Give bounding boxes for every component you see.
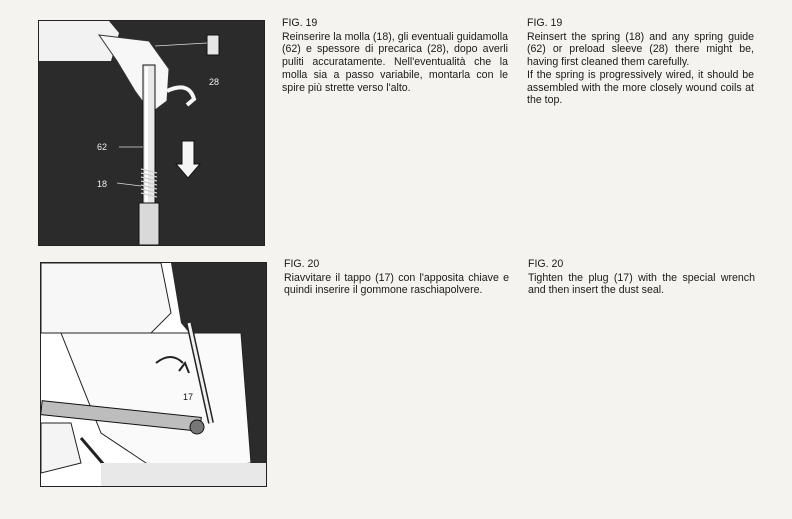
fig20-it-body: Riavvitare il tappo (17) con l'apposita chiave e quindi inserire il gommone raschiapolvere. — [284, 271, 509, 297]
fig19-drawing — [39, 21, 264, 245]
callout-62: 62 — [97, 142, 108, 152]
fig20-illustration — [40, 262, 267, 487]
fig20-english-text — [528, 258, 755, 297]
callout-18: 18 — [97, 179, 108, 189]
fig19-en-paragraph-1: Reinsert the spring (18) and any spring guide (62) or preload sleeve (28) there might be, having first cleaned them carefully. — [527, 30, 754, 69]
fig19-en-paragraph-2: If the spring is progressively wired, it should be assembled with the more closely wound coils at the top. — [527, 68, 754, 107]
fig20-it-heading: FIG. 20 — [284, 258, 320, 270]
fig19-italian-text — [282, 17, 508, 94]
callout-28: 28 — [209, 77, 220, 87]
fig19-en-heading: FIG. 19 — [527, 17, 563, 29]
fig19-english-text — [527, 17, 754, 107]
fig20-drawing — [41, 263, 266, 486]
fig20-en-body: Tighten the plug (17) with the special wrench and then insert the dust seal. — [528, 271, 755, 297]
callout-17: 17 — [183, 392, 194, 402]
fig19-illustration — [38, 20, 265, 246]
fig20-en-heading: FIG. 20 — [528, 258, 564, 270]
fig19-it-heading: FIG. 19 — [282, 17, 318, 29]
fig20-italian-text — [284, 258, 509, 297]
fig19-it-body: Reinserire la molla (18), gli eventuali guidamolla (62) e spessore di precarica (28), dopo averli puliti accuratamente. Nell'eventualità che la molla sia a passo variabile, montarla con le spire più strette verso l'alto. — [282, 30, 508, 94]
